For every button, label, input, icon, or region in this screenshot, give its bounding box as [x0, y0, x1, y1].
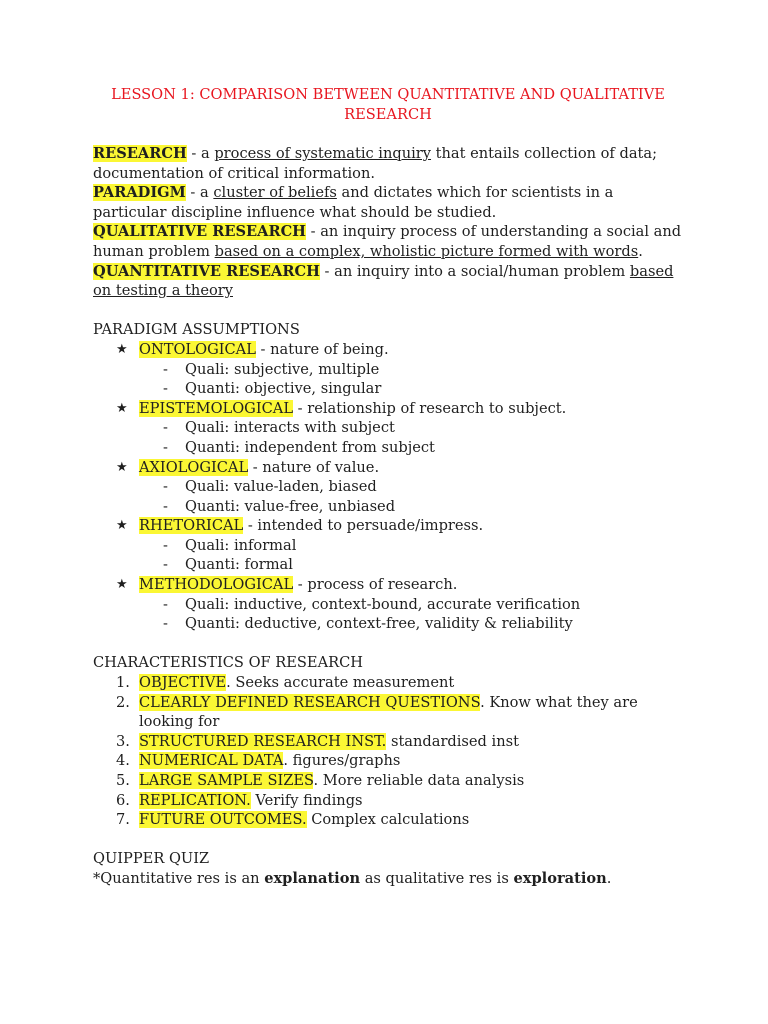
list-number: 1. [116, 674, 130, 692]
definition-research: RESEARCH - a process of systematic inquiry that entails collection of data; documentation of critical information. [93, 145, 657, 182]
list-item: 6. REPLICATION. Verify findings [116, 791, 363, 809]
list-item: ★ ONTOLOGICAL - nature of being. [116, 340, 389, 358]
definition-quantitative: QUANTITATIVE RESEARCH - an inquiry into a social/human problem based on testing a theory [93, 262, 674, 300]
list-item: - Quali: informal [163, 536, 297, 554]
star-icon: ★ [116, 459, 128, 475]
list-item: 3. STRUCTURED RESEARCH INST. standardised inst [116, 732, 519, 750]
list-item: 7. FUTURE OUTCOMES. Complex calculations [116, 811, 470, 829]
list-item: ★ AXIOLOGICAL - nature of value. [116, 458, 380, 476]
sub-list-wrapper [93, 418, 683, 457]
list-item: - Quanti: deductive, context-free, validity & reliability [163, 615, 573, 633]
sub-list [93, 477, 683, 516]
term-qualitative-research: QUALITATIVE RESEARCH [93, 223, 306, 241]
dash-bullet: - [163, 478, 168, 496]
term-paradigm: PARADIGM [93, 184, 186, 202]
list-number: 6. [116, 791, 130, 809]
underlined-text: based on testing a theory [93, 262, 674, 300]
dash-bullet: - [163, 497, 168, 515]
term-research: RESEARCH [93, 145, 187, 162]
sub-list [93, 418, 683, 457]
sub-list-wrapper [93, 477, 683, 516]
list-item: 2. CLEARLY DEFINED RESEARCH QUESTIONS. Know what they are looking for [116, 693, 638, 731]
lesson-title-line-1: LESSON 1: COMPARISON BETWEEN QUANTITATIVE AND QUALITATIVE [111, 86, 665, 103]
underlined-text: cluster of beliefs [213, 184, 337, 202]
characteristic-term: FUTURE OUTCOMES. [139, 811, 307, 829]
list-number: 2. [116, 693, 130, 711]
list-number: 5. [116, 772, 130, 789]
assumption-term: AXIOLOGICAL [139, 458, 249, 476]
underlined-text: based on a complex, wholistic picture formed with words [214, 242, 639, 260]
list-item: ★ METHODOLOGICAL - process of research. [116, 576, 458, 594]
list-item: ★ EPISTEMOLOGICAL - relationship of research to subject. [116, 399, 567, 417]
sub-list-wrapper [93, 360, 683, 399]
dash-bullet: - [163, 419, 168, 437]
definition-paradigm: PARADIGM - a cluster of beliefs and dictates which for scientists in a particular discipline influence what should be studied. [93, 184, 614, 221]
list-item: - Quali: subjective, multiple [163, 360, 380, 378]
document-page [93, 85, 683, 889]
assumption-term: ONTOLOGICAL [139, 340, 256, 358]
characteristic-term: NUMERICAL DATA [139, 752, 284, 770]
lesson-title [93, 85, 683, 125]
underlined-text: process of systematic inquiry [214, 145, 432, 162]
section-heading: QUIPPER QUIZ [93, 850, 210, 868]
characteristic-term: REPLICATION. [139, 791, 251, 809]
dash-bullet: - [163, 615, 168, 633]
sub-list-wrapper [93, 595, 683, 634]
star-icon: ★ [116, 341, 128, 357]
list-item: - Quanti: formal [163, 556, 293, 574]
assumption-term: METHODOLOGICAL [139, 576, 294, 594]
paradigm-list [93, 340, 683, 634]
list-item: 5. LARGE SAMPLE SIZES. More reliable data analysis [116, 772, 525, 789]
list-item: - Quali: interacts with subject [163, 419, 395, 437]
lesson-title-line-2: RESEARCH [344, 106, 432, 123]
dash-bullet: - [163, 360, 168, 378]
list-item: - Quali: inductive, context-bound, accurate verification [163, 595, 581, 613]
characteristic-term: CLEARLY DEFINED RESEARCH QUESTIONS [139, 693, 481, 711]
list-item: ★ RHETORICAL - intended to persuade/impress. [116, 517, 484, 535]
list-item: - Quanti: independent from subject [163, 438, 435, 456]
dash-bullet: - [163, 438, 168, 456]
dash-bullet: - [163, 595, 168, 613]
list-item: - Quanti: objective, singular [163, 380, 382, 398]
dash-bullet: - [163, 380, 168, 398]
dash-bullet: - [163, 556, 168, 574]
dash-bullet: - [163, 536, 168, 554]
section-heading: CHARACTERISTICS OF RESEARCH [93, 654, 364, 672]
bold-term: exploration [513, 869, 607, 887]
characteristic-term: STRUCTURED RESEARCH INST. [139, 732, 387, 750]
quiz-section [93, 849, 683, 888]
definitions [93, 144, 683, 301]
term-quantitative-research: QUANTITATIVE RESEARCH [93, 262, 320, 280]
quiz-note: *Quantitative res is an explanation as qualitative res is exploration. [93, 869, 612, 887]
list-item: 1. OBJECTIVE. Seeks accurate measurement [116, 674, 455, 692]
paradigm-assumptions-section [93, 320, 683, 634]
list-number: 4. [116, 752, 130, 770]
sub-list [93, 360, 683, 399]
sub-list [93, 595, 683, 634]
star-icon: ★ [116, 518, 128, 534]
list-item: 4. NUMERICAL DATA. figures/graphs [116, 752, 401, 770]
sub-list-wrapper [93, 536, 683, 575]
list-number: 7. [116, 811, 130, 829]
characteristics-list [93, 673, 683, 830]
bold-term: explanation [264, 869, 361, 887]
assumption-term: EPISTEMOLOGICAL [139, 399, 294, 417]
sub-list [93, 536, 683, 575]
list-number: 3. [116, 732, 130, 750]
section-heading: PARADIGM ASSUMPTIONS [93, 321, 300, 339]
characteristic-term: LARGE SAMPLE SIZES [139, 772, 314, 789]
characteristics-section [93, 653, 683, 829]
assumption-term: RHETORICAL [139, 517, 244, 535]
list-item: - Quali: value-laden, biased [163, 478, 377, 496]
star-icon: ★ [116, 400, 128, 416]
list-item: - Quanti: value-free, unbiased [163, 497, 396, 515]
characteristic-term: OBJECTIVE [139, 674, 227, 692]
star-icon: ★ [116, 577, 128, 593]
definition-qualitative: QUALITATIVE RESEARCH - an inquiry process of understanding a social and human problem based on a complex, wholistic picture formed with words. [93, 223, 682, 260]
